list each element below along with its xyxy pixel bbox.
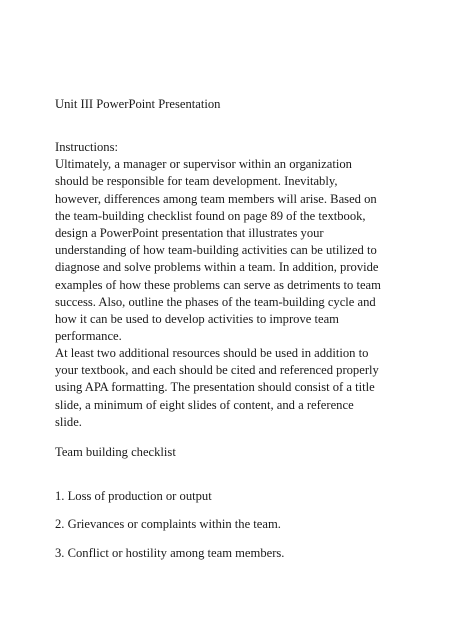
document-title: Unit III PowerPoint Presentation [55,97,221,111]
checklist-heading: Team building checklist [55,445,176,459]
checklist-item: 3. Conflict or hostility among team members. [55,546,285,560]
checklist-item: 1. Loss of production or output [55,489,212,503]
instructions-paragraph: Instructions: Ultimately, a manager or supervisor within an organization should be responsible for team development. Inevitably, however, differences among team members will arise. Based on the team-building checklist found on page 89 of the textbook, design a PowerPoint presentation that illustrates your understanding of how team-building activities can be utilized to diagnose and solve problems within a team. In addition, provide examples of how these problems can serve as detriments to team success. Also, outline the phases of the team-building cycle and how it can be used to develop activities to improve team performance. [55,140,381,344]
checklist-item: 2. Grievances or complaints within the team. [55,517,281,531]
resources-paragraph: At least two additional resources should be used in addition to your textbook, and each should be cited and referenced properly using APA formatting. The presentation should consist of a title slide, a minimum of eight slides of content, and a reference slide. [55,346,379,429]
